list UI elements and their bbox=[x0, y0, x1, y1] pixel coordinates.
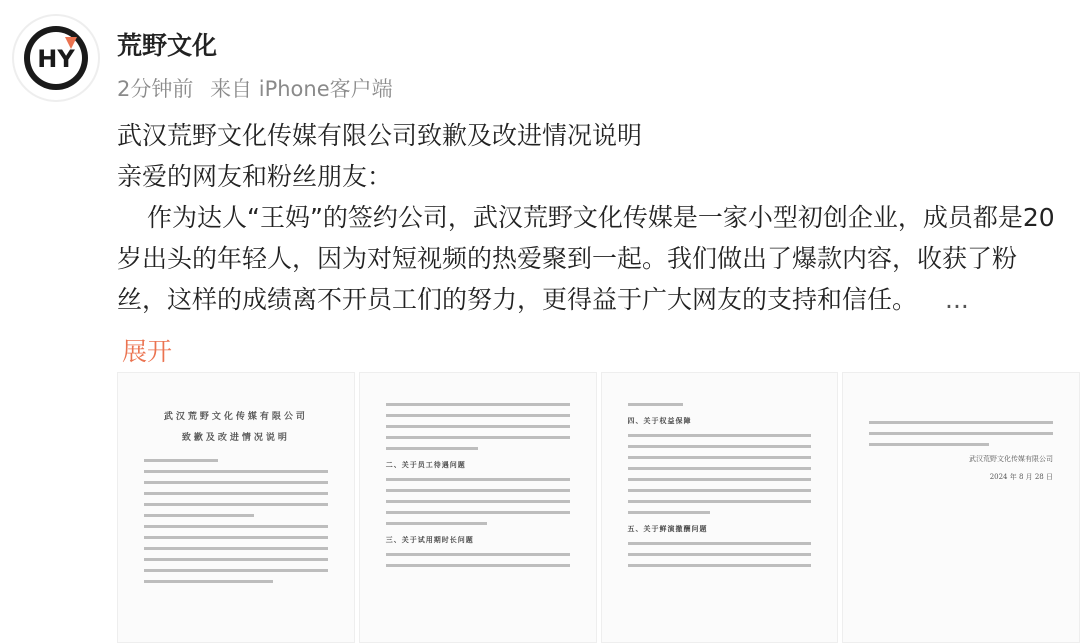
doc-signature-company: 武汉荒野文化传媒有限公司 bbox=[969, 455, 1053, 463]
doc-title: 武汉荒野文化传媒有限公司 bbox=[163, 412, 308, 422]
image-thumbnail-2[interactable] bbox=[359, 372, 597, 643]
doc-section-heading: 五、关于鲜演撤酬问题 bbox=[627, 524, 708, 533]
expand-link[interactable]: 展开 bbox=[122, 337, 173, 366]
doc-body-lines bbox=[118, 443, 354, 583]
image-thumbnail-1[interactable] bbox=[117, 372, 355, 643]
doc-body-lines bbox=[602, 373, 838, 567]
image-grid bbox=[117, 372, 1080, 643]
post-source[interactable]: 来自 iPhone客户端 bbox=[210, 77, 393, 101]
image-thumbnail-4[interactable] bbox=[842, 372, 1080, 643]
doc-body-lines bbox=[843, 373, 1079, 446]
account-name[interactable]: 荒野文化 bbox=[117, 31, 218, 60]
doc-body-lines bbox=[360, 373, 596, 567]
post-paragraph-text: 作为达人“王妈”的签约公司，武汉荒野文化传媒是一家小型初创企业，成员都是20岁出头的年轻人，因为对短视频的热爱聚到一起。我们做出了爆款内容，收获了粉丝，这样的成绩离不开员工们的努力，更得益于广大网友的支持和信任。 bbox=[117, 203, 1055, 314]
post-title-line: 武汉荒野文化传媒有限公司致歉及改进情况说明 bbox=[117, 121, 643, 150]
post-ellipsis: ... bbox=[945, 285, 969, 314]
post-greeting: 亲爱的网友和粉丝朋友： bbox=[117, 162, 393, 191]
post-body bbox=[117, 115, 1057, 320]
image-thumbnail-3[interactable] bbox=[601, 372, 839, 643]
post-time: 2分钟前 bbox=[117, 77, 194, 101]
post-meta bbox=[117, 73, 403, 103]
avatar[interactable] bbox=[12, 14, 100, 102]
brand-logo-icon bbox=[21, 23, 91, 93]
logo-text: HY bbox=[37, 45, 75, 73]
doc-subtitle: 致歉及改进情况说明 bbox=[181, 433, 290, 443]
doc-section-heading: 二、关于员工待遇问题 bbox=[385, 460, 466, 469]
doc-section-heading: 四、关于权益保障 bbox=[627, 416, 692, 425]
doc-section-heading: 三、关于试用期时长问题 bbox=[385, 535, 474, 544]
doc-signature-date: 2024 年 8 月 28 日 bbox=[989, 473, 1053, 481]
post-paragraph bbox=[117, 197, 1057, 320]
